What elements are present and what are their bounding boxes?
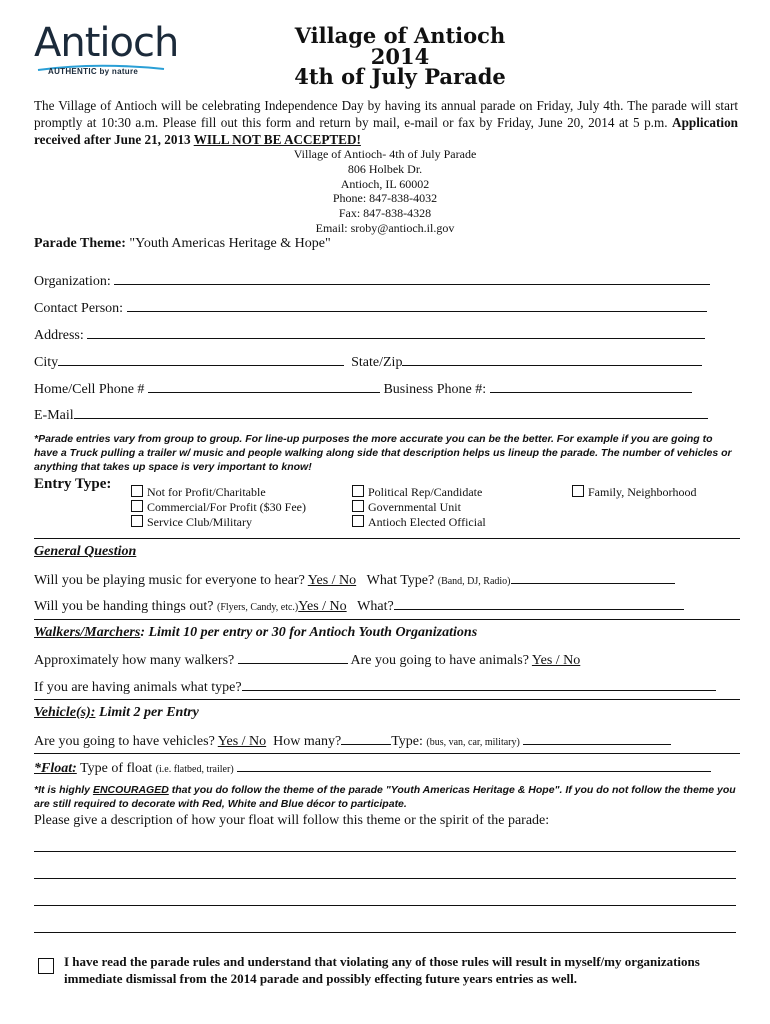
option-label: Antioch Elected Official [368,515,486,529]
intro-paragraph [34,97,738,148]
animals-type-label: If you are having animals what type? [34,680,242,695]
organization-row [34,272,710,290]
checkbox[interactable] [572,485,584,497]
walkers-heading-limit: : Limit 10 per entry or 30 for Antioch Youth Organizations [140,625,478,640]
music-type-hint: (Band, DJ, Radio) [437,576,511,587]
float-description-line-4[interactable] [34,932,736,933]
vehicles-type-hint: (bus, van, car, military) [426,737,520,748]
address-fax: Fax: 847-838-4328 [338,206,432,221]
divider [34,538,740,539]
contact-row [34,299,707,317]
return-address [220,147,550,236]
checkbox[interactable] [131,485,143,497]
vehicles-type-label: Type: [391,734,423,749]
entry-option-nonprofit[interactable] [131,485,266,500]
float-row [34,759,711,777]
address-line-2: 806 Holbek Dr. [347,161,423,176]
option-label: Political Rep/Candidate [368,485,483,499]
float-description-question: Please give a description of how your float will follow this theme or the spirit of the parade: [34,813,550,828]
handout-yes-no[interactable]: Yes / No [298,599,347,614]
agreement-checkbox[interactable] [38,958,54,974]
address-email: Email: sroby@antioch.il.gov [315,220,455,235]
entry-option-commercial[interactable] [131,500,306,515]
option-label: Family, Neighborhood [588,485,697,499]
title-line-3: 4th of July Parade [294,64,506,89]
music-row [34,571,675,589]
float-note [34,783,738,811]
home-phone-label: Home/Cell Phone # [34,382,145,397]
float-type-hint: (i.e. flatbed, trailer) [155,764,234,775]
entry-type-label: Entry Type: [34,476,112,492]
music-type-label: What Type? [366,573,435,588]
email-label: E-Mail [34,408,74,423]
walkers-heading-title: Walkers/Marchers [34,625,141,640]
option-label: Governmental Unit [368,500,461,514]
checkbox[interactable] [352,500,364,512]
address-label: Address: [34,328,84,343]
agreement-text: I have read the parade rules and understand that violating any of those rules will result in myself/my organizations immediate dismissal from the 2014 parade and possibly effecting future years entries as well. [64,954,700,986]
parade-theme [34,236,331,252]
city-row [34,353,702,371]
email-field[interactable] [74,406,708,419]
city-field[interactable] [58,353,344,366]
vehicles-heading-limit: Limit 2 per Entry [95,705,199,720]
address-line-3: Antioch, IL 60002 [340,176,430,191]
music-question: Will you be playing music for everyone to hear? [34,573,305,588]
organization-label: Organization: [34,274,111,289]
phone-row [34,380,692,398]
email-row [34,406,708,424]
organization-field[interactable] [114,272,710,285]
intro-text: The Village of Antioch will be celebrating Independence Day by having its annual parade on Friday, July 4th. The parade will start promptly at 10:30 a.m. Please fill out this form and return by mail, e-mail or fax by Friday, June 20, 2014 at 5 p.m. [34,98,738,130]
walkers-count-field[interactable] [238,651,348,664]
entry-option-political[interactable] [352,485,482,500]
divider [34,699,740,700]
vehicles-question: Are you going to have vehicles? [34,734,215,749]
handout-row [34,597,684,615]
float-note-start: *It is highly [34,784,93,796]
address-line-1: Village of Antioch- 4th of July Parade [293,147,477,161]
contact-field[interactable] [127,299,707,312]
vehicles-how-many-label: How many? [273,734,342,749]
float-note-emphasis: ENCOURAGED [92,784,169,796]
float-description-line-3[interactable] [34,905,736,906]
walkers-row [34,651,580,669]
divider [34,753,740,754]
title-line-1: Village of Antioch [294,23,506,48]
float-type-field[interactable] [237,759,711,772]
animals-type-field[interactable] [242,678,716,691]
title-line-2: 2014 [370,44,430,69]
intro-bold: Application received after June 21, 2013 [34,115,738,147]
lineup-note: *Parade entries vary from group to group. For line-up purposes the more accurate you can be the better. For example if you are going to have a Truck pulling a trailer w/ music and people walking along side that description helps us lineup the parade. The number of vehicles or anything that takes up space is very important to know! [34,433,732,473]
city-label: City [34,355,59,370]
float-description-line-1[interactable] [34,851,736,852]
checkbox[interactable] [131,515,143,527]
vehicles-heading [34,705,199,721]
float-description-line-2[interactable] [34,878,736,879]
float-type-label: Type of float [76,761,153,776]
option-label: Commercial/For Profit ($30 Fee) [147,500,306,514]
intro-warning: WILL NOT BE ACCEPTED! [193,132,361,147]
entry-option-service-club[interactable] [131,515,252,530]
float-label: *Float: [34,761,77,776]
vehicles-yes-no[interactable]: Yes / No [217,734,267,749]
handout-what-label: What? [357,599,394,614]
entry-option-governmental[interactable] [352,500,461,515]
option-label: Not for Profit/Charitable [147,485,266,499]
option-label: Service Club/Military [147,515,252,529]
checkbox[interactable] [131,500,143,512]
address-field[interactable] [87,326,705,339]
state-zip-field[interactable] [402,353,702,366]
logo-tagline: AUTHENTIC by nature [48,67,139,76]
theme-label: Parade Theme: [34,236,126,251]
entry-option-family[interactable] [572,485,697,500]
walkers-count-question: Approximately how many walkers? [34,653,235,668]
general-heading: General Question [34,544,137,559]
contact-label: Contact Person: [34,301,124,316]
handout-what-field[interactable] [394,597,684,610]
business-phone-label: Business Phone #: [383,382,487,397]
music-yes-no[interactable]: Yes / No [307,573,357,588]
music-type-field[interactable] [511,571,675,584]
vehicles-type-field[interactable] [523,732,671,745]
handout-hint: (Flyers, Candy, etc.) [216,602,299,613]
vehicles-row [34,732,671,750]
state-zip-label: State/Zip [351,355,403,370]
walkers-heading [34,625,477,641]
vehicles-how-many-field[interactable] [341,732,391,745]
business-phone-field[interactable] [490,380,692,393]
address-phone: Phone: 847-838-4032 [332,191,438,206]
theme-value: "Youth Americas Heritage & Hope" [125,236,331,251]
address-row [34,326,705,344]
animals-question: Are you going to have animals? [350,653,529,668]
float-note-end: that you do follow the theme of the parade "Youth Americas Heritage & Hope". If you do not follow the theme you are still required to decorate with Red, White and Blue décor to participate. [34,784,736,810]
home-phone-field[interactable] [148,380,380,393]
logo-word: Antioch [34,20,179,66]
animals-yes-no[interactable]: Yes / No [531,653,581,668]
divider [34,619,740,620]
entry-option-elected[interactable] [352,515,486,530]
handout-question: Will you be handing things out? [34,599,214,614]
checkbox[interactable] [352,515,364,527]
animals-type-row [34,678,716,696]
vehicles-heading-title: Vehicle(s): [34,705,96,720]
checkbox[interactable] [352,485,364,497]
